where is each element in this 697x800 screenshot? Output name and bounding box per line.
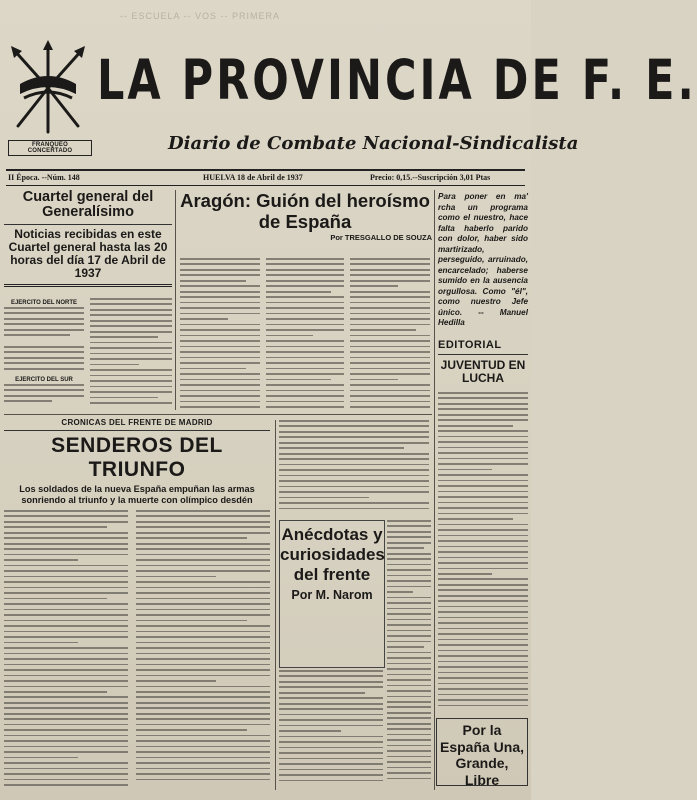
- cronicas-headline: SENDEROS DEL TRIUNFO: [51, 434, 223, 481]
- body-text-block: [136, 510, 270, 792]
- body-text-block: [438, 392, 528, 712]
- cronicas-deck: Los soldados de la nueva España empuñan las armas sonriendo al triunfo y la muerte con olímpico desdén: [19, 484, 255, 505]
- anecdotas-box: [279, 520, 385, 668]
- body-text-block: [4, 346, 84, 376]
- cronicas-article: [4, 418, 270, 506]
- body-text-block: [180, 258, 260, 412]
- body-text-block: [350, 258, 430, 412]
- body-text-block: [4, 298, 84, 344]
- anecdotas-byline: Por M. Narom: [291, 588, 373, 602]
- section-label-norte: EJERCITO DEL NORTE: [10, 300, 78, 306]
- masthead: [0, 0, 697, 182]
- aragon-article: [178, 190, 432, 242]
- section-rule: [4, 414, 432, 415]
- aragon-byline: Por TRESGALLO DE SOUZA: [330, 233, 432, 242]
- cuartel-general-article: [4, 190, 172, 290]
- bleed-through-text: -- ESCUELA -- VOS -- PRIMERA: [120, 11, 281, 21]
- body-text-block: [279, 670, 383, 790]
- issue-date: HUELVA 18 de Abril de 1937: [203, 173, 303, 182]
- yoke-and-arrows-icon: [8, 40, 88, 136]
- issue-price: Precio: 0,15.--Suscripción 3,01 Ptas: [370, 173, 491, 182]
- issue-epoch: II Época. --Núm. 148: [8, 173, 80, 182]
- slogan-box: Por la España Una, Grande, Libre: [436, 718, 528, 786]
- column-divider: [275, 420, 276, 790]
- newspaper-subtitle: Diario de Combate Nacional-Sindicalista: [168, 133, 579, 154]
- hedilla-quote: Para poner en ma' rcha un programa como el nuestro, hace falta haberlo parido con dolor, haber sido martirizado, perseguido, arruinado, encarcelado; haberse sumido en la ausencia orgullosa. Como "él", como nuestro Jefe único. -- Manuel Hedilla: [438, 192, 528, 327]
- noticias-subhead: Noticias recibidas en este Cuartel general hasta las 20 horas del día 17 de Abril de 1937: [8, 227, 168, 280]
- body-text-block: [387, 520, 431, 790]
- anecdotas-headline: Anécdotas y curiosidades del frente: [280, 525, 385, 584]
- section-label-sur: EJERCITO DEL SUR: [15, 377, 73, 383]
- body-text-block: [90, 298, 172, 412]
- cuartel-headline: Cuartel general del Generalísimo: [22, 189, 154, 220]
- right-column: [438, 192, 528, 385]
- body-text-block: [266, 258, 344, 412]
- issue-info-bar: [6, 169, 525, 186]
- body-text-block: [279, 420, 429, 516]
- editorial-label: EDITORIAL: [438, 338, 502, 351]
- aragon-headline: Aragón: Guión del heroísmo de España: [180, 190, 430, 232]
- newspaper-title: LA PROVINCIA DE F. E.: [97, 48, 697, 113]
- column-divider: [434, 190, 435, 790]
- body-text-block: [4, 510, 128, 792]
- divider: [4, 284, 172, 287]
- editorial-headline: JUVENTUD EN LUCHA: [440, 357, 526, 385]
- divider: [4, 430, 270, 431]
- divider: [438, 354, 528, 355]
- column-divider: [175, 190, 176, 410]
- body-text-block: [4, 375, 84, 409]
- cronicas-kicker: CRONICAS DEL FRENTE DE MADRID: [61, 418, 213, 427]
- emblem-caption: FRANQUEO CONCERTADO: [8, 140, 92, 156]
- divider: [4, 224, 172, 225]
